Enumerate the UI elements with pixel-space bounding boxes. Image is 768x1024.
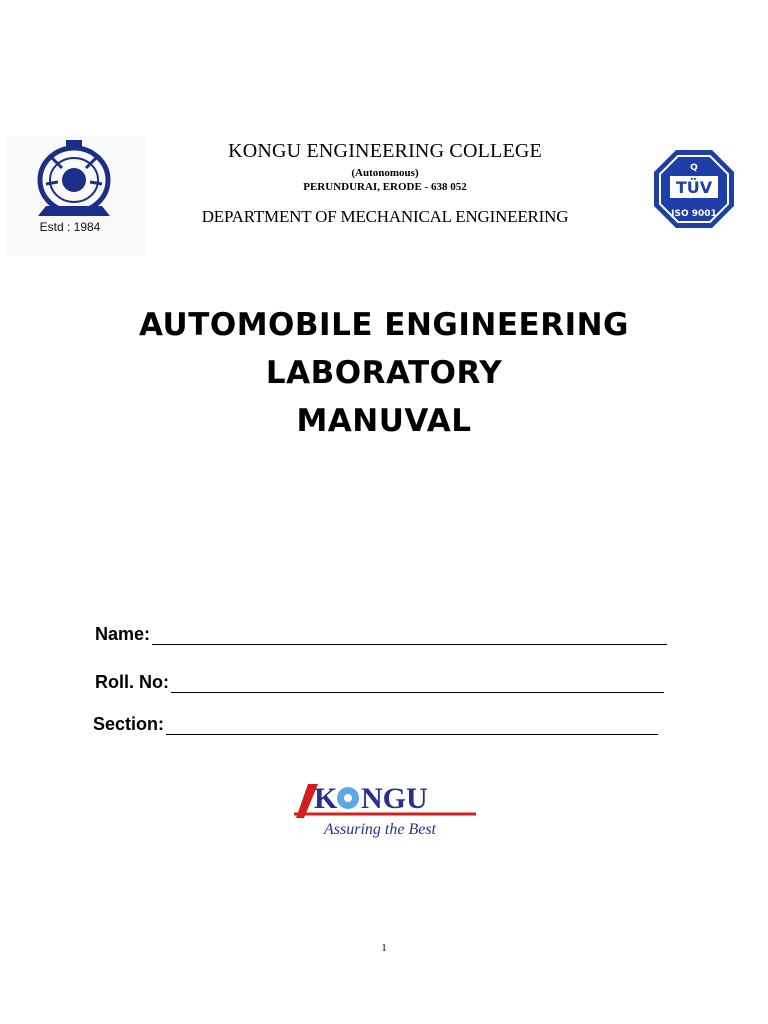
section-field [93,714,658,735]
manual-title-line-2: LABORATORY [265,355,503,391]
kongu-brand-logo [290,778,480,840]
name-label: Name: [95,624,151,644]
college-name: KONGU ENGINEERING COLLEGE [228,140,542,162]
college-emblem-logo [6,136,146,256]
roll-no-blank-line[interactable] [171,674,664,693]
roll-no-label: Roll. No: [95,672,169,692]
autonomous-label: (Autonomous) [351,167,419,179]
svg-text:TÜV: TÜV [675,178,713,197]
svg-text:Q: Q [690,163,698,173]
tuv-iso-logo [652,148,736,230]
name-field [95,624,667,645]
svg-text:ISO 9001: ISO 9001 [671,209,717,219]
established-year: Estd : 1984 [39,220,101,234]
manual-title-line-1: AUTOMOBILE ENGINEERING [139,307,629,343]
svg-text:K: K [314,782,338,815]
svg-text:NGU: NGU [361,782,428,815]
manual-title-line-3: MANUVAL [296,403,472,439]
section-label: Section: [93,714,165,734]
name-blank-line[interactable] [152,626,667,645]
section-blank-line[interactable] [166,716,658,735]
college-address: PERUNDURAI, ERODE - 638 052 [303,181,467,193]
department-name: DEPARTMENT OF MECHANICAL ENGINEERING [201,207,569,226]
roll-no-field [95,672,664,693]
svg-text:Assuring the Best: Assuring the Best [324,821,436,838]
page-number: 1 [381,942,387,954]
